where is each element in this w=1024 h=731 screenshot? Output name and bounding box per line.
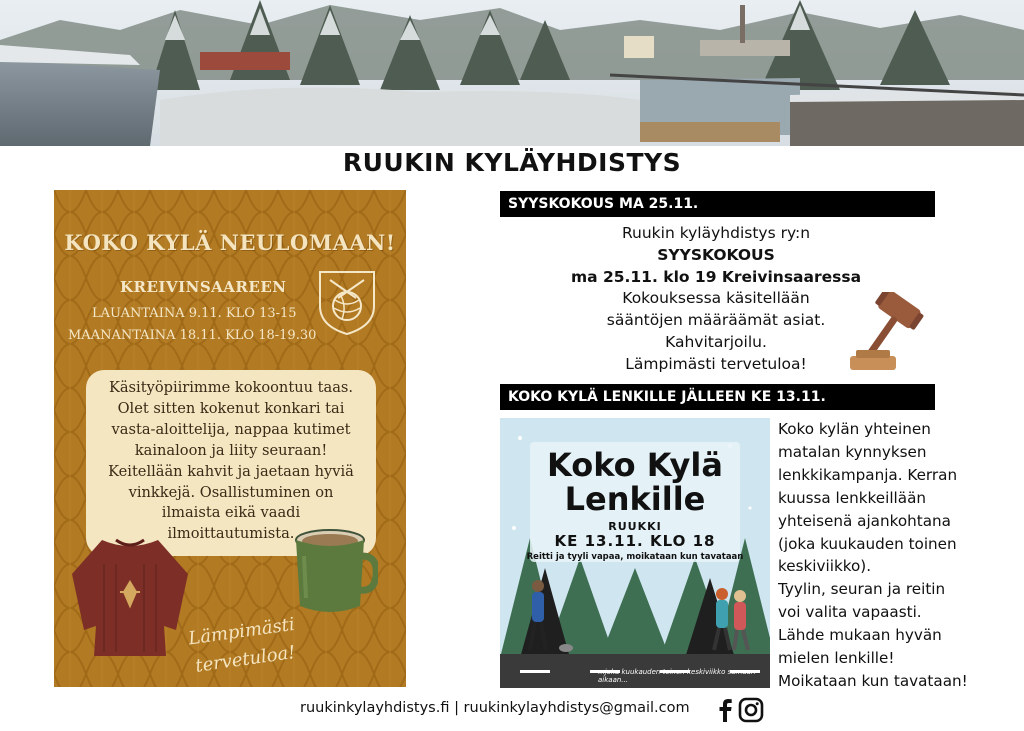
poster-date-1: LAUANTAINA 9.11. KLO 13-15 xyxy=(92,306,297,321)
walk-poster-date: KE 13.11. KLO 18 xyxy=(554,532,716,550)
meeting-text xyxy=(556,223,876,376)
coffee-mug-icon xyxy=(292,526,378,616)
walk-line: lenkkikampanja. Kerran xyxy=(778,465,958,484)
walk-poster xyxy=(500,418,770,688)
meeting-section-bar: SYYSKOKOUS MA 25.11. xyxy=(500,191,935,217)
walk-line: keskiviikko). xyxy=(778,557,872,576)
walk-line: yhteisenä ajankohtana xyxy=(778,511,951,530)
poster-line: vasta-aloittelija, nappaa kutimet xyxy=(111,420,351,438)
walk-line: Tyylin, seuran ja reitin xyxy=(778,580,946,599)
walk-poster-note: Reitti ja tyyli vapaa, moikataan kun tavataan xyxy=(526,552,744,562)
walk-line: mielen lenkille! xyxy=(778,649,895,668)
walk-poster-sub: RUUKKI xyxy=(608,520,662,533)
poster-line: vinkkejä. Osallistuminen on xyxy=(128,483,334,501)
walk-poster-title-1: Koko Kylä xyxy=(547,446,723,484)
meeting-line-6: Kahvitarjoilu. xyxy=(665,332,767,351)
poster-line: ilmoittautumista. xyxy=(167,525,295,543)
walk-line: matalan kynnyksen xyxy=(778,442,927,461)
instagram-icon[interactable] xyxy=(740,699,762,721)
poster-line: Keitellään kahvit ja jaetaan hyviä xyxy=(108,462,354,480)
poster-line: Käsityöpiirimme kokoontuu taas. xyxy=(108,379,354,396)
meeting-line-4: Kokouksessa käsitellään xyxy=(622,289,810,308)
walk-line: voi valita vapaasti. xyxy=(778,603,922,622)
sweater-icon xyxy=(64,534,196,658)
walk-line: Koko kylän yhteinen xyxy=(778,420,931,438)
poster-date-2: MAANANTAINA 18.11. KLO 18-19.30 xyxy=(68,328,317,343)
knitting-poster xyxy=(54,190,406,687)
poster-heading: KOKO KYLÄ NEULOMAAN! xyxy=(64,230,396,255)
walk-line: (joka kuukauden toinen xyxy=(778,534,957,553)
meeting-line-5: sääntöjen määräämät asiat. xyxy=(606,311,826,330)
poster-line: kainaloon ja liity seuraan! xyxy=(134,441,328,459)
walk-description xyxy=(778,418,1018,693)
walk-poster-title-2: Lenkille xyxy=(564,480,706,518)
footer-contact: ruukinkylayhdistys.fi | ruukinkylayhdistys@gmail.com xyxy=(300,700,690,716)
welcome-line-2: tervetuloa! xyxy=(194,641,297,677)
poster-body xyxy=(90,378,372,545)
walk-line: Lähde mukaan hyvän xyxy=(778,626,942,645)
walk-poster-bottom: ...joka kuukauden toinen keskiviikko samaan aikaan... xyxy=(598,668,756,684)
walk-line: kuussa lenkkeillään xyxy=(778,488,927,507)
poster-line: Olet sitten kokenut konkari tai xyxy=(117,399,345,417)
poster-place: KREIVINSAAREEN xyxy=(120,278,287,296)
walk-line: Moikataan kun tavataan! xyxy=(778,671,968,690)
facebook-icon[interactable] xyxy=(720,699,732,722)
walk-poster-title xyxy=(500,448,770,516)
yarn-crest-icon xyxy=(316,268,378,338)
header-photo xyxy=(0,0,1024,146)
gavel-icon xyxy=(848,292,940,372)
meeting-line-7: Lämpimästi tervetuloa! xyxy=(625,354,807,373)
poster-line: ilmaista eikä vaadi xyxy=(161,504,301,522)
meeting-line-1: Ruukin kyläyhdistys ry:n xyxy=(621,224,811,242)
welcome-line-1: Lämpimästi xyxy=(187,613,296,650)
meeting-line-2: SYYSKOKOUS xyxy=(657,245,775,264)
page-title: RUUKIN KYLÄYHDISTYS xyxy=(342,148,682,177)
meeting-line-3: ma 25.11. klo 19 Kreivinsaaressa xyxy=(570,267,862,286)
social-links xyxy=(716,696,768,728)
walk-section-bar: KOKO KYLÄ LENKILLE JÄLLEEN KE 13.11. xyxy=(500,384,935,410)
